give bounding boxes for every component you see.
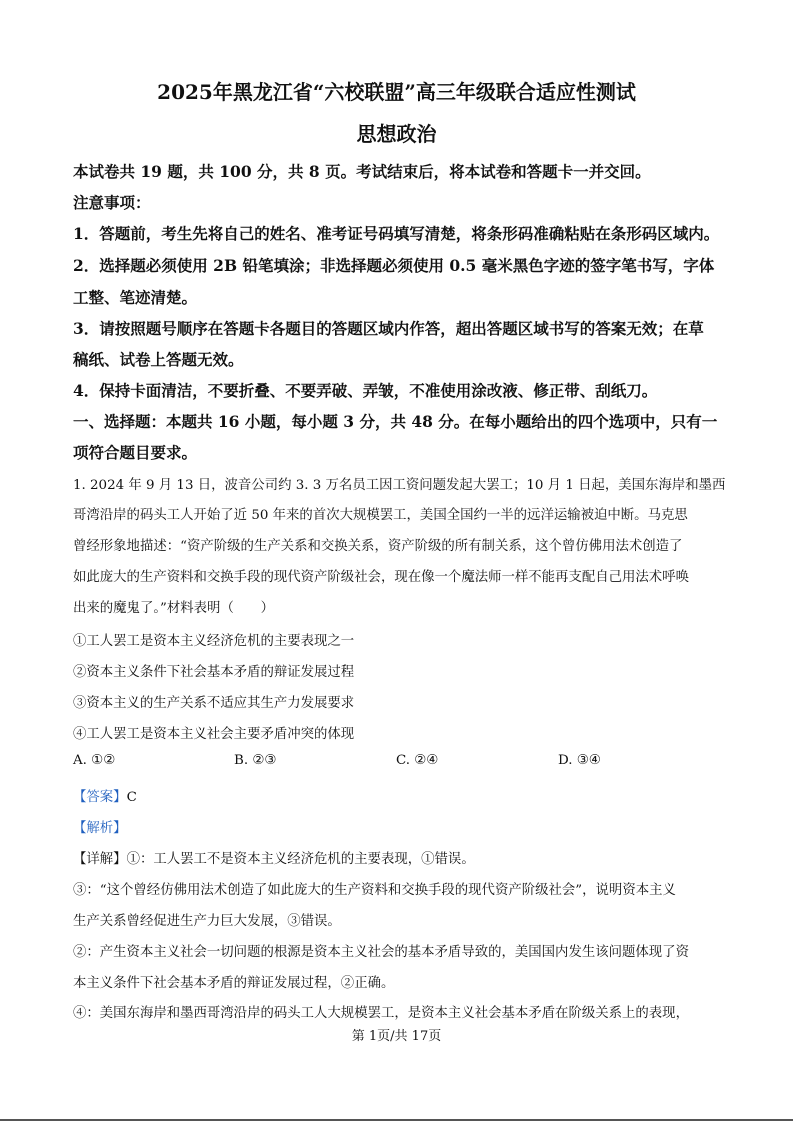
- notice-title: 注意事项：: [73, 193, 151, 212]
- question-1-stem-line-5: 出来的魔鬼了。”材料表明（ ）: [73, 601, 275, 616]
- answer-value: C: [126, 790, 137, 805]
- subject-title: 思想政治: [356, 122, 437, 146]
- detail-line-5: 本主义条件下社会基本矛盾的辩证发展过程，②正确。: [73, 976, 395, 991]
- notice-item-3: 3．请按照题号顺序在答题卡各题目的答题区域内作答，超出答题区域书写的答案无效；在草: [73, 319, 704, 338]
- statement-3: ③资本主义的生产关系不适应其生产力发展要求: [73, 696, 355, 711]
- question-1-stem-line-3: 曾经形象地描述：“资产阶级的生产关系和交换关系，资产阶级的所有制关系，这个曾仿佛用法术创造了: [73, 539, 683, 554]
- answer-tag: 【答案】: [73, 790, 127, 805]
- section-heading-cont: 项符合题目要求。: [73, 443, 198, 462]
- detail-line-6: ④：美国东海岸和墨西哥湾沿岸的码头工人大规模罢工，是资本主义社会基本矛盾在阶级关系上的表现，: [73, 1006, 689, 1021]
- statement-4: ④工人罢工是资本主义社会主要矛盾冲突的体现: [73, 727, 355, 742]
- detail-line-2: ③：“这个曾经仿佛用法术创造了如此庞大的生产资料和交换手段的现代资产阶级社会”，说明资本主义: [73, 883, 676, 898]
- section-heading: 一、选择题：本题共 16 小题，每小题 3 分，共 48 分。在每小题给出的四个选项中，只有一: [73, 412, 718, 431]
- notice-item-1: 1．答题前，考生先将自己的姓名、准考证号码填写清楚，将条形码准确粘贴在条形码区域内。: [73, 224, 720, 243]
- question-1-stem-line-2: 哥湾沿岸的码头工人开始了近 50 年来的首次大规模罢工，美国全国约一半的远洋运输被迫中断。马克思: [73, 508, 688, 523]
- question-1-stem-line-4: 如此庞大的生产资料和交换手段的现代资产阶级社会，现在像一个魔法师一样不能再支配自己用法术呼唤: [73, 570, 689, 585]
- option-a: A. ①②: [73, 753, 116, 768]
- statement-1: ①工人罢工是资本主义经济危机的主要表现之一: [73, 634, 355, 649]
- exam-intro: 本试卷共 19 题，共 100 分，共 8 页。考试结束后，将本试卷和答题卡一并交回。: [73, 162, 651, 181]
- question-1-stem-line-1: 1. 2024 年 9 月 13 日，波音公司约 3. 3 万名员工因工资问题发起大罢工；10 月 1 日起，美国东海岸和墨西: [73, 478, 726, 493]
- statement-2: ②资本主义条件下社会基本矛盾的辩证发展过程: [73, 665, 355, 680]
- answer-line: [73, 786, 137, 805]
- detail-text-1: ①：工人罢工不是资本主义经济危机的主要表现，①错误。: [126, 852, 475, 867]
- analysis-line: [73, 817, 127, 836]
- option-b: B. ②③: [234, 753, 277, 768]
- notice-item-2: 2．选择题必须使用 2B 铅笔填涂；非选择题必须使用 0.5 毫米黑色字迹的签字笔书写，字体: [73, 256, 715, 275]
- detail-line-4: ②：产生资本主义社会一切问题的根源是资本主义社会的基本矛盾导致的，美国国内发生该问题体现了资: [73, 945, 689, 960]
- notice-item-2-cont: 工整、笔迹清楚。: [73, 288, 198, 307]
- detail-line-3: 生产关系曾经促进生产力巨大发展，③错误。: [73, 914, 341, 929]
- exam-title: 2025年黑龙江省“六校联盟”高三年级联合适应性测试: [157, 80, 636, 104]
- notice-item-4: 4．保持卡面清洁，不要折叠、不要弄破、弄皱，不准使用涂改液、修正带、刮纸刀。: [73, 381, 658, 400]
- analysis-tag: 【解析】: [73, 821, 127, 836]
- detail-line-1: [73, 848, 475, 867]
- notice-item-3-cont: 稿纸、试卷上答题无效。: [73, 350, 244, 369]
- page-number: 第 1页/共 17页: [351, 1029, 442, 1044]
- option-d: D. ③④: [558, 753, 601, 768]
- detail-tag: 【详解】: [73, 852, 127, 867]
- bottom-divider: [0, 1119, 793, 1121]
- option-c: C. ②④: [396, 753, 439, 768]
